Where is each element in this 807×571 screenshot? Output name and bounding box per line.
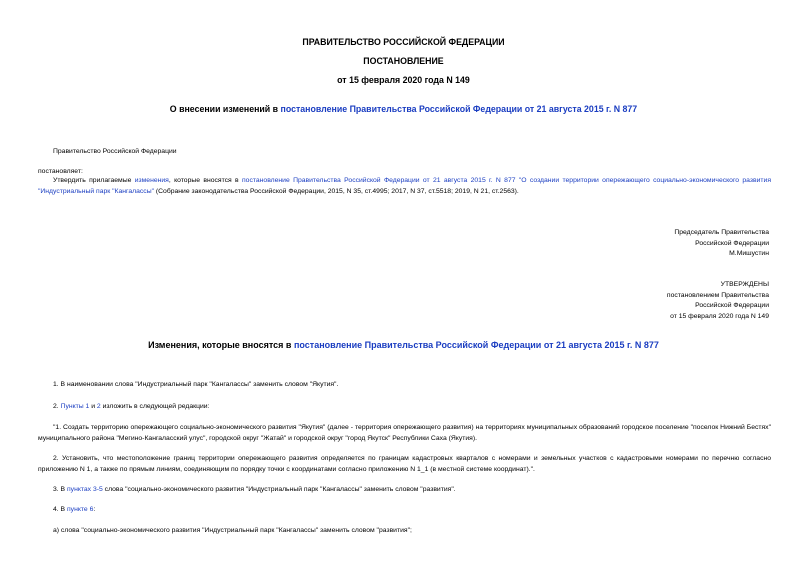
changes-title-link[interactable]: постановление Правительства Российской Федерации от 21 августа 2015 г. N 877 xyxy=(293,340,659,350)
resolution-877-link[interactable]: постановление Правительства Российской Федерации от 21 августа 2015 г. N 877 "О создании территории опережающего социально-экономического развития "Индустриальный парк "Кангаласcы" xyxy=(38,177,771,195)
item-2-number: 2. xyxy=(53,403,61,410)
item-3-prefix: 3. В xyxy=(53,486,67,493)
approved-line-4: от 15 февраля 2020 года N 149 xyxy=(670,312,769,320)
item-2-rest: изложить в следующей редакции: xyxy=(100,403,210,410)
points-3-5-link[interactable]: пунктах 3-5 xyxy=(66,486,103,493)
approval-text-1: Утвердить прилагаемые xyxy=(53,177,135,184)
item-4 xyxy=(53,505,95,516)
title-link[interactable]: постановление Правительства Российской Федерации от 21 августа 2015 г. N 877 xyxy=(280,104,638,114)
title-prefix: О внесении изменений в xyxy=(169,104,281,114)
changes-link[interactable]: изменения xyxy=(134,177,169,184)
points-1-link[interactable]: Пункты 1 xyxy=(60,403,90,410)
item-4a: а) слова "социально-экономического развития "Индустриальный парк "Кангаласcы" заменить словом "развития"; xyxy=(53,527,412,534)
item-3 xyxy=(53,485,456,496)
document-title xyxy=(0,104,807,114)
approved-line-3: Российской Федерации xyxy=(695,302,769,309)
approved-line-2: постановлением Правительства xyxy=(666,291,769,299)
government-heading: ПРАВИТЕЛЬСТВО РОССИЙСКОЙ ФЕДЕРАЦИИ xyxy=(302,37,505,47)
point-6-link[interactable]: пункте 6 xyxy=(66,506,94,513)
signature-line-2: Российской Федерации xyxy=(695,239,769,247)
approved-line-1: УТВЕРЖДЕНЫ xyxy=(720,281,769,288)
changes-title xyxy=(0,340,807,350)
quoted-point-2: 2. Установить, что местоположение границ территории опережающего развития определяется по границам кадастровых кварталов с номерами и земельных участков с кадастровыми номерами по перечню согласно приложению N 1, а также по прямым линиям, соединяющим по порядку точки с координатами согласно приложению N 1_1 (в местной системе координат).". xyxy=(38,455,771,473)
item-2 xyxy=(53,402,210,413)
item-4-prefix: 4. В xyxy=(53,506,67,513)
item-3-rest: слова "социально-экономического развития "Индустриальный парк "Кангаласcы" заменить словом "развития". xyxy=(102,486,456,493)
item-2-and: и xyxy=(89,403,97,410)
approval-text-2: , которые вносятся в xyxy=(168,177,242,184)
signature-name: М.Мишустин xyxy=(729,250,769,257)
approval-paragraph xyxy=(38,176,771,197)
changes-title-prefix: Изменения, которые вносятся в xyxy=(148,340,294,350)
document-date: от 15 февраля 2020 года N 149 xyxy=(337,75,470,85)
government-label: Правительство Российской Федерации xyxy=(53,148,177,155)
item-4-rest: : xyxy=(93,506,96,513)
approved-block xyxy=(667,280,769,322)
resolves-label: постановляет: xyxy=(38,168,83,175)
document-type-heading: ПОСТАНОВЛЕНИЕ xyxy=(363,56,444,66)
quoted-point-1: "1. Создать территорию опережающего социально-экономического развития "Якутия" (далее - территория опережающего развития) на территориях муниципальных образований городское поселение "поселок Нижний Бестях" муниципального района "Мегино-Кангаласский улус", городской округ "Жатай" и городской округ "город Якутск" Республики Саха (Якутия). xyxy=(38,424,771,442)
signature-line-1: Председатель Правительства xyxy=(674,229,769,236)
signature-block xyxy=(674,228,769,260)
point-2-link[interactable]: 2 xyxy=(96,403,101,410)
approval-text-3: (Собрание законодательства Российской Федерации, 2015, N 35, ст.4995; 2017, N 37, ст.5518; 2019, N 21, ст.2563). xyxy=(154,187,519,195)
item-1: 1. В наименовании слова "Индустриальный парк "Кангаласcы" заменить словом "Якутия". xyxy=(53,381,339,388)
